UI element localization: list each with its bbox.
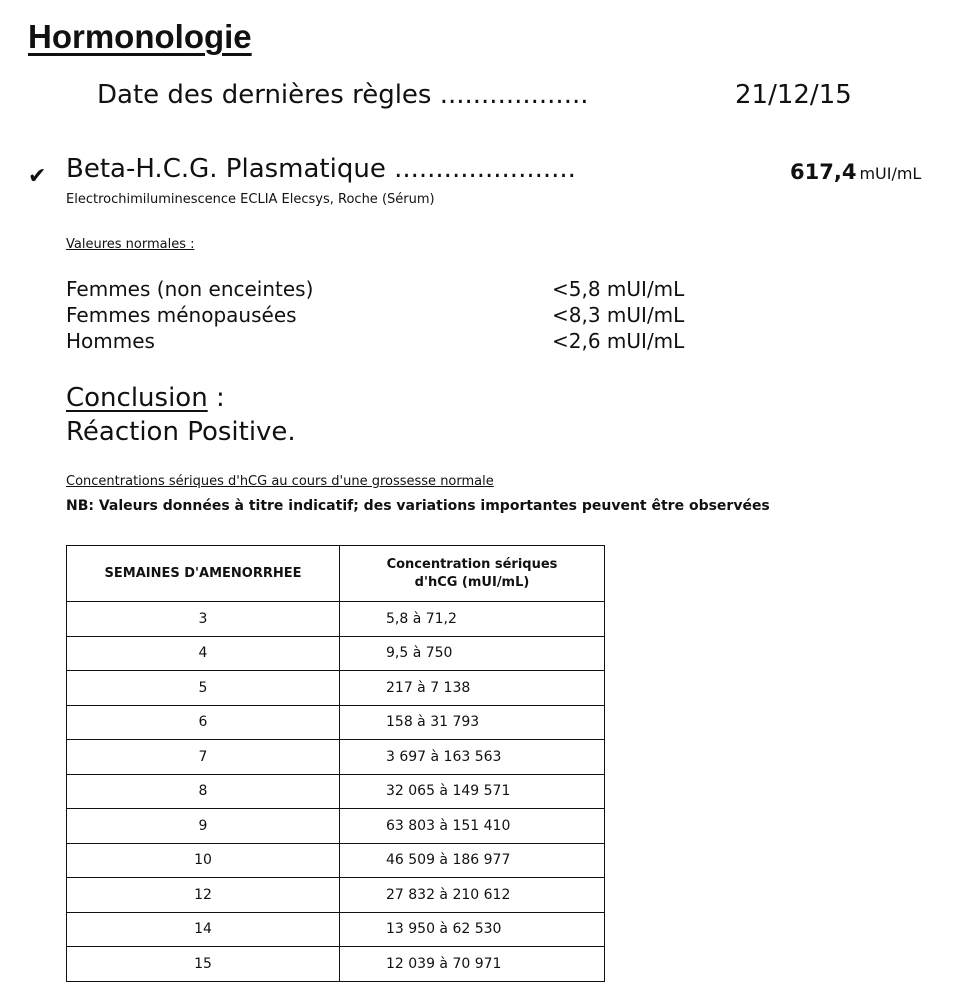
week-cell: 3 bbox=[67, 602, 340, 637]
range-cell: 13 950 à 62 530 bbox=[340, 912, 605, 947]
week-cell: 6 bbox=[67, 705, 340, 740]
normal-value-label: Hommes bbox=[66, 329, 155, 353]
table-row bbox=[67, 705, 605, 740]
hcg-reference-table bbox=[66, 545, 605, 982]
conclusion-heading bbox=[66, 383, 225, 413]
table-row bbox=[67, 878, 605, 913]
last-period-date-label: Date des dernières règles .................. bbox=[97, 80, 589, 110]
table-row bbox=[67, 912, 605, 947]
conclusion-text: Réaction Positive. bbox=[66, 417, 296, 447]
range-cell: 27 832 à 210 612 bbox=[340, 878, 605, 913]
range-cell: 63 803 à 151 410 bbox=[340, 809, 605, 844]
normal-value-label: Femmes (non enceintes) bbox=[66, 277, 314, 301]
test-result bbox=[790, 160, 921, 184]
table-row bbox=[67, 947, 605, 982]
checkmark-icon: ✔ bbox=[28, 164, 47, 189]
test-result-value: 617,4 bbox=[790, 160, 857, 184]
normal-value-label: Femmes ménopausées bbox=[66, 303, 297, 327]
conclusion-title: Conclusion bbox=[66, 383, 208, 413]
table-note: NB: Valeurs données à titre indicatif; des variations importantes peuvent être observées bbox=[66, 498, 770, 514]
table-row bbox=[67, 843, 605, 878]
week-cell: 12 bbox=[67, 878, 340, 913]
normal-value: <2,6 mUI/mL bbox=[552, 329, 685, 353]
normal-values-title: Valeures normales : bbox=[66, 237, 195, 252]
test-name: Beta-H.C.G. Plasmatique ...................... bbox=[66, 154, 576, 184]
test-method: Electrochimiluminescence ECLIA Elecsys, Roche (Sérum) bbox=[66, 192, 435, 207]
normal-value: <5,8 mUI/mL bbox=[552, 277, 685, 301]
table-row bbox=[67, 774, 605, 809]
week-cell: 5 bbox=[67, 671, 340, 706]
week-cell: 15 bbox=[67, 947, 340, 982]
header-concentration-line2: d'hCG (mUI/mL) bbox=[414, 574, 530, 590]
table-row bbox=[67, 671, 605, 706]
header-concentration bbox=[340, 546, 605, 602]
conclusion-separator: : bbox=[207, 383, 225, 413]
range-cell: 12 039 à 70 971 bbox=[340, 947, 605, 982]
table-header-row bbox=[67, 546, 605, 602]
range-cell: 32 065 à 149 571 bbox=[340, 774, 605, 809]
week-cell: 4 bbox=[67, 636, 340, 671]
week-cell: 8 bbox=[67, 774, 340, 809]
range-cell: 158 à 31 793 bbox=[340, 705, 605, 740]
test-result-unit: mUI/mL bbox=[859, 164, 922, 183]
table-caption: Concentrations sériques d'hCG au cours d'une grossesse normale bbox=[66, 474, 494, 489]
section-title: Hormonologie bbox=[28, 18, 252, 55]
range-cell: 9,5 à 750 bbox=[340, 636, 605, 671]
table-row bbox=[67, 809, 605, 844]
normal-value: <8,3 mUI/mL bbox=[552, 303, 685, 327]
range-cell: 5,8 à 71,2 bbox=[340, 602, 605, 637]
range-cell: 3 697 à 163 563 bbox=[340, 740, 605, 775]
week-cell: 14 bbox=[67, 912, 340, 947]
range-cell: 217 à 7 138 bbox=[340, 671, 605, 706]
table-row bbox=[67, 636, 605, 671]
table-row bbox=[67, 602, 605, 637]
week-cell: 7 bbox=[67, 740, 340, 775]
header-concentration-line1: Concentration sériques bbox=[386, 556, 558, 572]
week-cell: 9 bbox=[67, 809, 340, 844]
header-weeks: SEMAINES D'AMENORRHEE bbox=[67, 546, 340, 602]
table-row bbox=[67, 740, 605, 775]
range-cell: 46 509 à 186 977 bbox=[340, 843, 605, 878]
last-period-date-value: 21/12/15 bbox=[735, 80, 852, 110]
week-cell: 10 bbox=[67, 843, 340, 878]
